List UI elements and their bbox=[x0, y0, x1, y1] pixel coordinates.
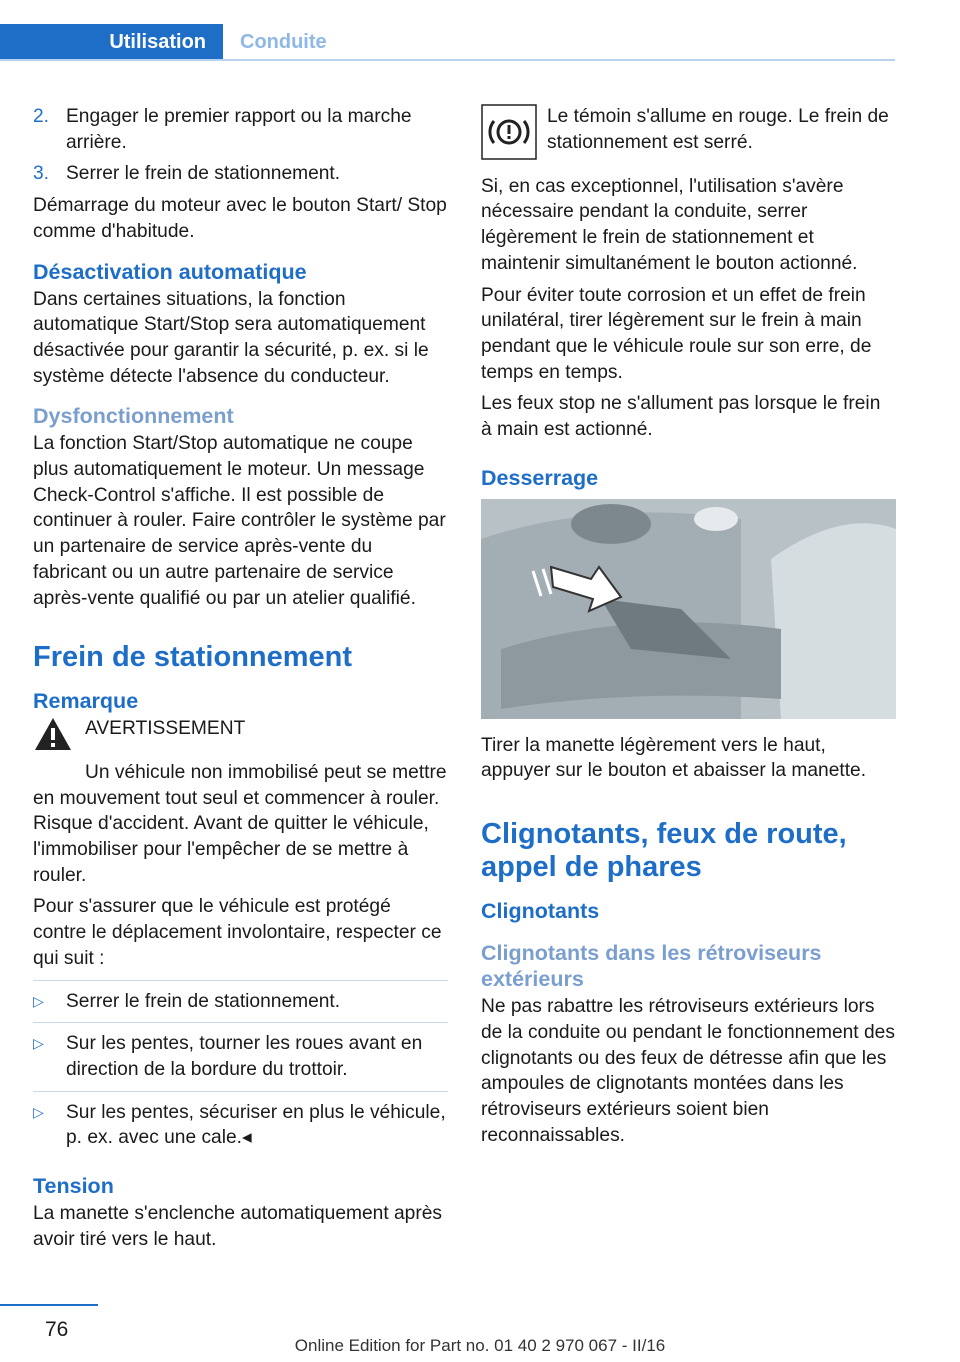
footer-rule bbox=[0, 1304, 98, 1306]
step-2 bbox=[33, 104, 448, 155]
step-number: 3. bbox=[33, 163, 50, 185]
bullet-text: Serrer le frein de stationnement. bbox=[66, 990, 341, 1012]
bullet-icon: ▷ bbox=[33, 992, 44, 1009]
indicator-block bbox=[481, 104, 896, 168]
secure-paragraph: Pour s'assurer que le véhicule est protégé contre le déplacement involontaire, respecter ce qui suit : bbox=[33, 896, 442, 969]
list-divider bbox=[33, 1091, 448, 1092]
list-item bbox=[33, 989, 448, 1015]
heading-desactivation: Désactivation automatique bbox=[33, 259, 307, 284]
warning-title: AVERTISSEMENT bbox=[85, 718, 246, 740]
heading-remarque: Remarque bbox=[33, 689, 139, 714]
heading-clignotants-retro: Clignotants dans les rétroviseurs extérieurs bbox=[481, 941, 822, 992]
page-number: 76 bbox=[45, 1318, 69, 1341]
step-text: Engager le premier rapport ou la marche arrière. bbox=[66, 106, 412, 153]
handbrake-photo bbox=[481, 499, 896, 719]
except-paragraph: Si, en cas exceptionnel, l'utilisation s'avère nécessaire pendant la conduite, serrer légèrement le frein de stationnement et maintenir simultanément le bouton actionné. bbox=[481, 175, 858, 274]
tab-conduite[interactable]: Conduite bbox=[240, 31, 327, 53]
list-item bbox=[33, 1100, 448, 1151]
heading-clignotants-main: Clignotants, feux de route, appel de phares bbox=[481, 818, 847, 884]
tab-utilisation[interactable]: Utilisation bbox=[0, 24, 223, 60]
header-tabs bbox=[0, 24, 895, 60]
warning-text: Un véhicule non immobilisé peut se mettre en mouvement tout seul et commencer à rouler. Risque d'accident. Avant de quitter le véhicule, l'immobiliser pour l'empêcher de se mettre à rouler. bbox=[33, 761, 447, 886]
list-divider bbox=[33, 980, 448, 981]
step-text: Serrer le frein de stationnement. bbox=[66, 163, 341, 185]
temoin-paragraph: Le témoin s'allume en rouge. Le frein de stationnement est serré. bbox=[547, 106, 889, 153]
bullet-text: Sur les pentes, tourner les roues avant en direction de la bordure du trottoir. bbox=[66, 1033, 423, 1080]
dys-paragraph: La fonction Start/Stop automatique ne coupe plus automatiquement le moteur. Un message Check-Control s'affiche. Il est possible de continuer à rouler. Faire contrôler le système par un partenaire de service après-vente du fabricant ou un autre partenaire de service après-vente qualifié ou par un atelier qualifié. bbox=[33, 433, 446, 609]
heading-dysfonctionnement: Dysfonctionnement bbox=[33, 404, 234, 429]
step-3 bbox=[33, 161, 448, 187]
brake-indicator-icon bbox=[481, 104, 541, 168]
header-rule bbox=[0, 59, 895, 61]
heading-tension: Tension bbox=[33, 1174, 114, 1199]
list-item bbox=[33, 1031, 448, 1082]
bullet-icon: ▷ bbox=[33, 1035, 44, 1052]
warning-triangle-icon bbox=[33, 716, 81, 760]
bullet-text: Sur les pentes, sécuriser en plus le véhicule, p. ex. avec une cale.◂ bbox=[66, 1101, 446, 1149]
retro-paragraph: Ne pas rabattre les rétroviseurs extérieurs lors de la conduite ou pendant le fonctionnement des clignotants ou des feux de détresse afin que les ampoules de clignotants montées dans les rétroviseurs extérieurs soient bien reconnaissables. bbox=[481, 996, 895, 1146]
bullet-icon: ▷ bbox=[33, 1103, 44, 1120]
heading-clignotants: Clignotants bbox=[481, 899, 600, 924]
heading-desserrage: Desserrage bbox=[481, 465, 599, 490]
tirer-paragraph: Tirer la manette légèrement vers le haut, appuyer sur le bouton et abaisser la manette. bbox=[481, 734, 867, 782]
edition-text: Online Edition for Part no. 01 40 2 970 067 - II/16 bbox=[294, 1336, 666, 1355]
tension-paragraph: La manette s'enclenche automatiquement après avoir tiré vers le haut. bbox=[33, 1203, 442, 1250]
restart-paragraph: Démarrage du moteur avec le bouton Start/ Stop comme d'habitude. bbox=[33, 195, 447, 242]
left-column bbox=[33, 104, 448, 1259]
right-column bbox=[481, 104, 896, 1154]
list-divider bbox=[33, 1022, 448, 1023]
feux-paragraph: Les feux stop ne s'allument pas lorsque le frein à main est actionné. bbox=[481, 393, 881, 441]
heading-frein: Frein de stationnement bbox=[33, 641, 353, 674]
warning-block bbox=[33, 716, 448, 760]
corrosion-paragraph: Pour éviter toute corrosion et un effet de frein unilatéral, tirer légèrement sur le frein à main pendant que le véhicule roule sur son erre, de temps en temps. bbox=[481, 284, 872, 383]
auto-paragraph: Dans certaines situations, la fonction automatique Start/Stop sera automatiquement désactivée pour garantir la sécurité, p. ex. si le système détecte l'absence du conducteur. bbox=[33, 288, 429, 387]
step-number: 2. bbox=[33, 106, 50, 127]
